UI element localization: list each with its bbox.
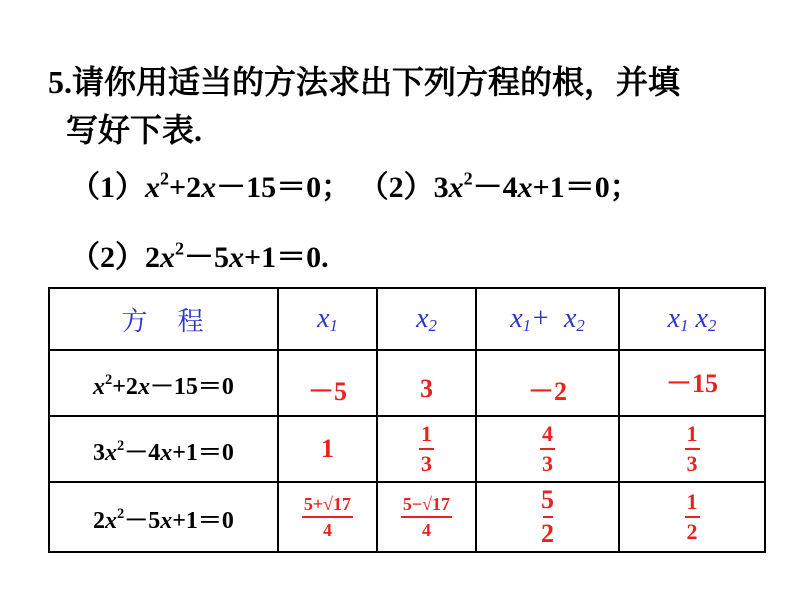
question-line-1: 5.请你用适当的方法求出下列方程的根，并填 [48,64,681,100]
table-row [49,350,765,416]
sep: ； [321,171,352,204]
header-sum: $x_1+ x_2$ [476,288,619,350]
sep: ； [609,171,640,204]
row1-sum: －2 [476,350,619,416]
header-equation: 方 程 [49,288,278,350]
table-row [49,416,765,482]
answer-table [48,287,766,553]
row1-x1: －5 [278,350,377,416]
header-x1: $x_1$ [278,288,377,350]
fraction: $\frac{5-√17}{4}$ [402,494,451,540]
eq3-prefix: （2） [70,241,145,274]
row3-product [619,482,765,552]
row2-x2 [377,416,476,482]
row3-sum [476,482,619,552]
fraction: $\frac{1}{3}$ [421,421,432,476]
row2-equation: $3x^2-4x+1=0$ [49,416,278,482]
header-product: $x_1$ $x_2$ [619,288,765,350]
fraction: $\frac{4}{3}$ [542,421,553,476]
row1-x2: 3 [377,350,476,416]
row1-product: －15 [619,350,765,416]
fraction: $\frac{1}{3}$ [686,421,698,476]
row2-product [619,416,765,482]
fraction: $\frac{5+√17}{4}$ [303,494,352,540]
eq2-prefix: （2） [358,171,434,204]
eq1-prefix: （1） [70,171,145,204]
equation-list-2: $(2)2x^2-5x+1=0$. [70,238,329,274]
header-x2: $x_2$ [377,288,476,350]
row2-sum [476,416,619,482]
fraction: $\frac{1}{2}$ [686,489,698,544]
table-row [49,482,765,552]
fraction: $\frac{5}{2}$ [541,485,554,548]
equation-list-1: $(1)x^2+2x-15=0$； $(2)3x^2-4x+1=0$； [70,168,640,204]
table-header-row [49,288,765,350]
row3-x2 [377,482,476,552]
row1-equation: $x^2+2x-15=0$ [49,350,278,416]
row3-equation: $2x^2-5x+1=0$ [49,482,278,552]
row3-x1 [278,482,377,552]
question-line-2: 写好下表. [66,112,203,148]
row2-x1: 1 [278,416,377,482]
